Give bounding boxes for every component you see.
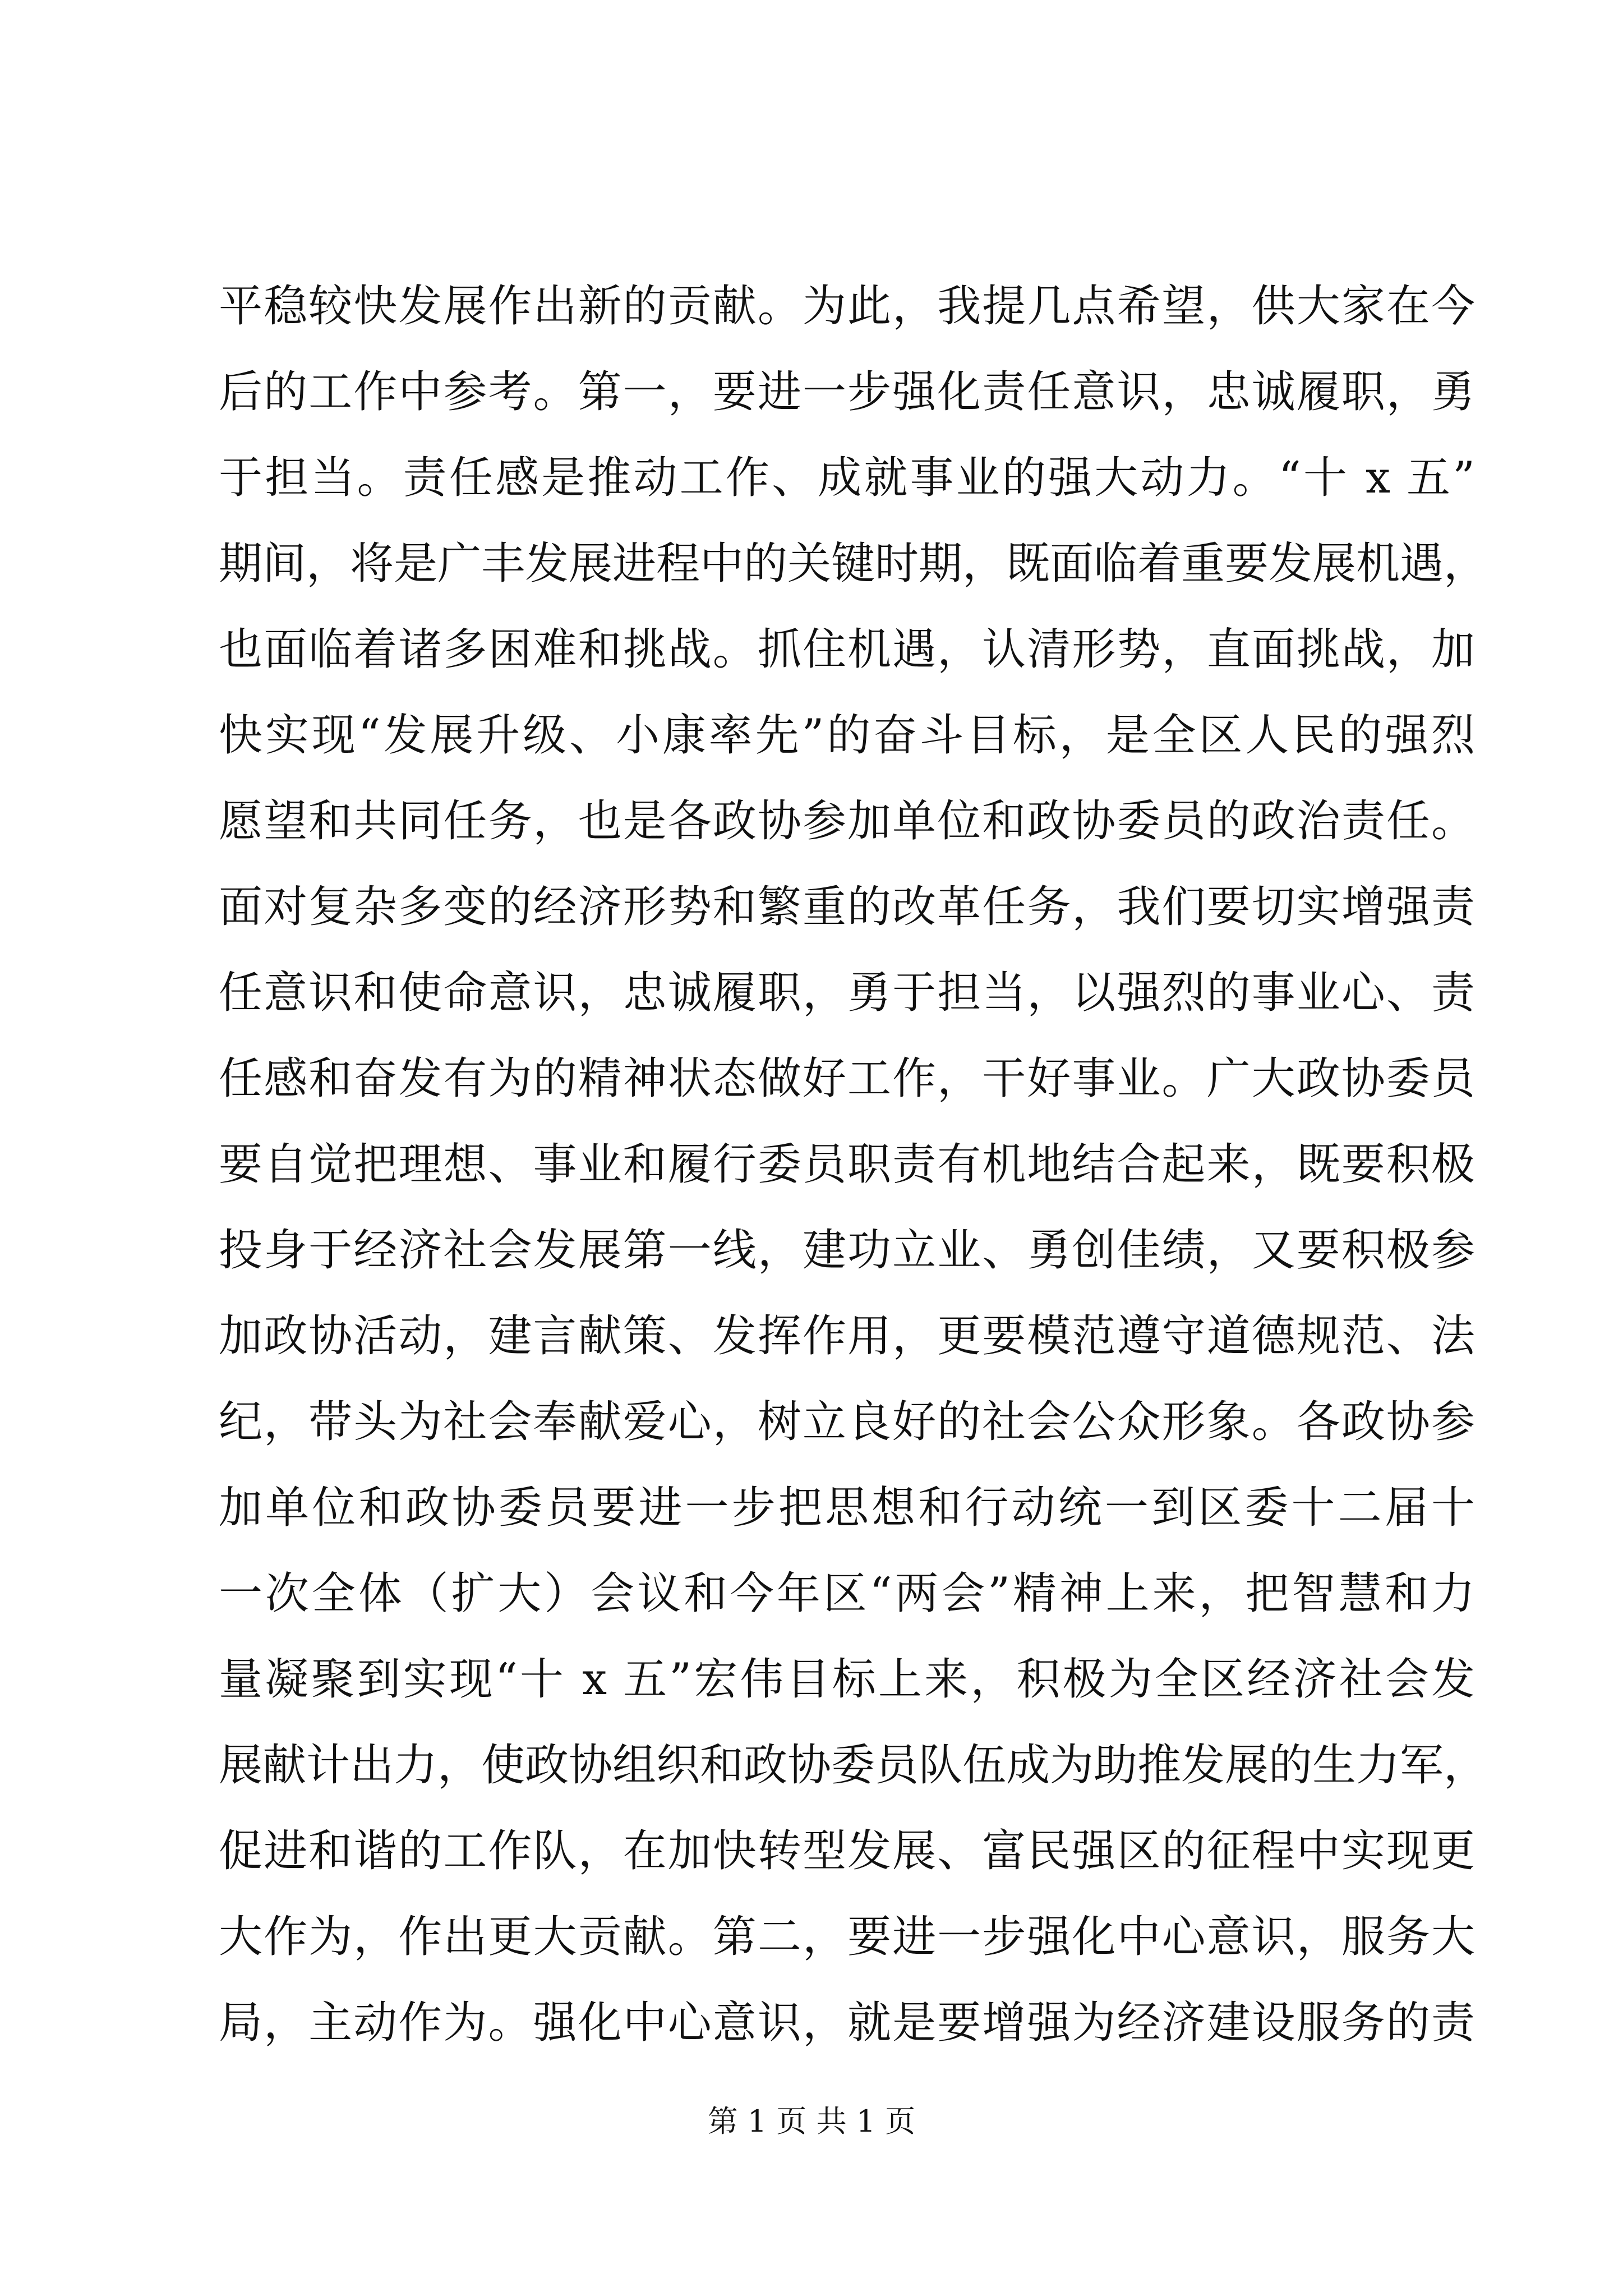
text-line-9: 任意识和使命意识，忠诚履职，勇于担当，以强烈的事业心、责: [219, 968, 1475, 1018]
page-footer: [0, 2099, 1623, 2144]
text-line-3: 于担当。责任感是推动工作、成就事业的强大动力。“十 x 五”: [219, 453, 1475, 503]
text-line-14: 纪，带头为社会奉献爱心，树立良好的社会公众形象。各政协参: [219, 1397, 1475, 1447]
text-line-13: 加政协活动，建言献策、发挥作用，更要模范遵守道德规范、法: [219, 1311, 1475, 1361]
text-line-21: 局，主动作为。强化中心意识，就是要增强为经济建设服务的责: [219, 1998, 1475, 2048]
text-line-7: 愿望和共同任务，也是各政协参加单位和政协委员的政治责任。: [219, 796, 1475, 846]
text-line-1: 平稳较快发展作出新的贡献。为此，我提几点希望，供大家在今: [219, 281, 1475, 332]
text-line-8: 面对复杂多变的经济形势和繁重的改革任务，我们要切实增强责: [219, 882, 1475, 932]
text-line-12: 投身于经济社会发展第一线，建功立业、勇创佳绩，又要积极参: [219, 1225, 1475, 1276]
text-line-5: 也面临着诸多困难和挑战。抓住机遇，认清形势，直面挑战，加: [219, 624, 1475, 675]
text-line-18: 展献计出力，使政协组织和政协委员队伍成为助推发展的生力军，: [219, 1740, 1488, 1791]
text-line-4: 期间，将是广丰发展进程中的关键时期，既面临着重要发展机遇，: [219, 539, 1488, 589]
text-line-10: 任感和奋发有为的精神状态做好工作，干好事业。广大政协委员: [219, 1053, 1475, 1104]
text-line-2: 后的工作中参考。第一，要进一步强化责任意识，忠诚履职，勇: [219, 367, 1475, 417]
text-line-20: 大作为，作出更大贡献。第二，要进一步强化中心意识，服务大: [219, 1912, 1475, 1962]
body-text: [219, 264, 1488, 2066]
text-line-15: 加单位和政协委员要进一步把思想和行动统一到区委十二届十: [219, 1483, 1475, 1533]
text-line-16: 一次全体（扩大）会议和今年区“两会”精神上来，把智慧和力: [219, 1568, 1475, 1619]
page-number-label: 第 1 页 共 1 页: [707, 2104, 916, 2139]
text-line-17: 量凝聚到实现“十 x 五”宏伟目标上来，积极为全区经济社会发: [219, 1654, 1475, 1705]
text-line-11: 要自觉把理想、事业和履行委员职责有机地结合起来，既要积极: [219, 1139, 1475, 1190]
text-line-6: 快实现“发展升级、小康率先”的奋斗目标，是全区人民的强烈: [219, 710, 1475, 761]
text-line-19: 促进和谐的工作队，在加快转型发展、富民强区的征程中实现更: [219, 1826, 1475, 1876]
